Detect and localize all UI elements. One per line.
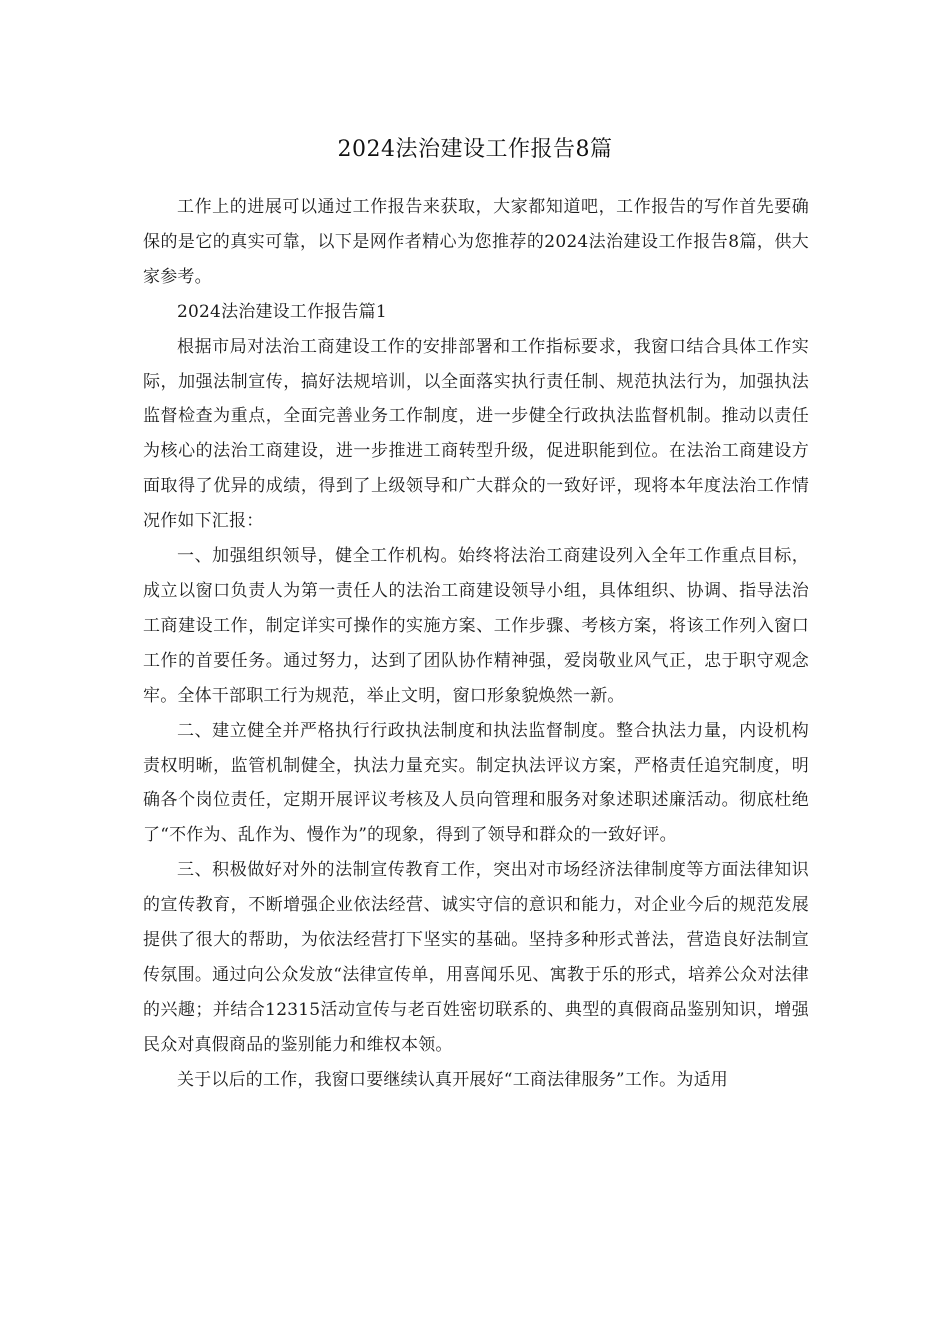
intro-paragraph: 工作上的进展可以通过工作报告来获取，大家都知道吧，工作报告的写作首先要确保的是它的真实可靠，以下是网作者精心为您推荐的2024法治建设工作报告8篇，供大家参考。	[143, 197, 809, 287]
body-paragraph: 一、加强组织领导，健全工作机构。始终将法治工商建设列入全年工作重点目标，成立以窗口负责人为第一责任人的法治工商建设领导小组，具体组织、协调、指导法治工商建设工作，制定详实可操作的实施方案、工作步骤、考核方案，将该工作列入窗口工作的首要任务。通过努力，达到了团队协作精神强，爱岗敬业风气正，忠于职守观念牢。全体干部职工行为规范，举止文明，窗口形象貌焕然一新。	[143, 546, 809, 706]
body-paragraph: 三、积极做好对外的法制宣传教育工作，突出对市场经济法律制度等方面法律知识的宣传教育，不断增强企业依法经营、诚实守信的意识和能力，对企业今后的规范发展提供了很大的帮助，为依法经营打下坚实的基础。坚持多种形式普法，营造良好法制宣传氛围。通过向公众发放“法律宣传单，用喜闻乐见、寓教于乐的形式，培养公众对法律的兴趣；并结合12315活动宣传与老百姓密切联系的、典型的真假商品鉴别知识，增强民众对真假商品的鉴别能力和维权本领。	[143, 860, 809, 1055]
body-paragraph: 二、建立健全并严格执行行政执法制度和执法监督制度。整合执法力量，内设机构责权明晰，监管机制健全，执法力量充实。制定执法评议方案，严格责任追究制度，明确各个岗位责任，定期开展评议考核及人员向管理和服务对象述职述廉活动。彻底杜绝了“不作为、乱作为、慢作为”的现象，得到了领导和群众的一致好评。	[143, 720, 809, 846]
body-paragraph: 根据市局对法治工商建设工作的安排部署和工作指标要求，我窗口结合具体工作实际，加强法制宣传，搞好法规培训，以全面落实执行责任制、规范执法行为，加强执法监督检查为重点，全面完善业务工作制度，进一步健全行政执法监督机制。推动以责任为核心的法治工商建设，进一步推进工商转型升级，促进职能到位。在法治工商建设方面取得了优异的成绩，得到了上级领导和广大群众的一致好评，现将本年度法治工作情况作如下汇报：	[143, 336, 809, 532]
document-title: 2024法治建设工作报告8篇	[337, 137, 613, 162]
section-heading: 2024法治建设工作报告篇1	[177, 301, 387, 322]
document-body	[143, 190, 809, 1098]
body-paragraph: 关于以后的工作，我窗口要继续认真开展好“工商法律服务”工作。为适用	[177, 1069, 728, 1090]
